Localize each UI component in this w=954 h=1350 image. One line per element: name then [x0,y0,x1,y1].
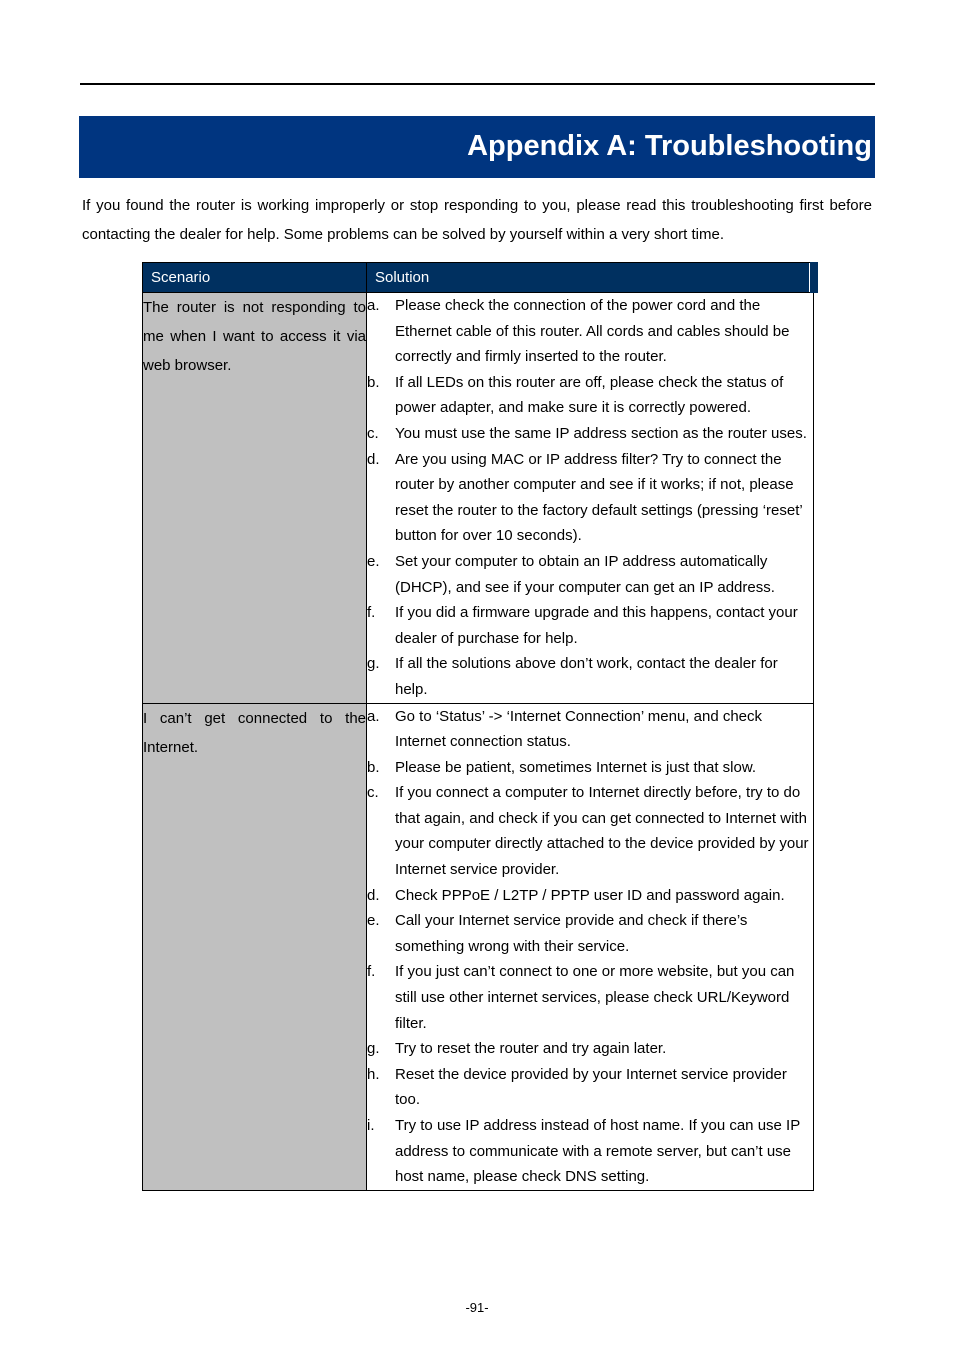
list-item-text: Set your computer to obtain an IP address automatically (DHCP), and see if your computer can get an IP address. [395,552,775,596]
list-marker: g. [367,655,380,673]
list-item-text: Are you using MAC or IP address filter? Try to connect the router by another computer and see if it works; if not, please reset the router to the factory default settings (pressing ‘reset’ button for over 10 seconds). [395,450,803,545]
list-item [367,883,813,909]
list-marker: a. [367,297,380,314]
list-marker: b. [367,758,380,776]
page-number: -91- [465,1300,489,1315]
list-marker: f. [367,963,376,981]
list-marker: d. [367,450,380,468]
list-item [367,959,813,1036]
list-item [367,651,813,702]
table-row [143,703,814,1190]
list-item-text: Reset the device provided by your Internet service provider too. [395,1065,787,1109]
header-solution: Solution [367,263,814,293]
list-item-text: Please be patient, sometimes Internet is just that slow. [395,758,757,776]
list-item-text: Please check the connection of the power cord and the Ethernet cable of this router. All cords and cables should be correctly and firmly inserted to the router. [395,297,790,366]
list-marker: f. [367,604,376,622]
list-marker: c. [367,784,379,802]
header-scenario: Scenario [143,263,367,293]
list-item-text: If you connect a computer to Internet directly before, try to do that again, and check if you can get connected to Internet with your computer directly attached to the device provided by your Internet service provider. [395,784,809,879]
solution-list [367,704,813,1190]
list-marker: a. [367,707,380,725]
table-header-row [143,263,814,293]
list-marker: d. [367,886,380,904]
list-marker: b. [367,373,380,391]
list-item [367,1113,813,1190]
list-item [367,1036,813,1062]
page-title: Appendix A: Troubleshooting [467,130,872,162]
list-item [367,549,813,600]
list-item [367,600,813,651]
solution-list [367,293,813,703]
list-marker: e. [367,552,380,570]
list-item [367,780,813,882]
list-marker: i. [367,1117,375,1134]
list-item [367,908,813,959]
scenario-cell: The router is not responding to me when I want to access it via web browser. [143,293,367,704]
list-item-text: Try to use IP address instead of host name. If you can use IP address to communicate with a remote server, but can’t use host name, please check DNS setting. [395,1117,800,1186]
list-item [367,704,813,755]
list-item [367,421,813,447]
list-item-text: If all the solutions above don’t work, contact the dealer for help. [395,655,778,698]
list-item [367,1062,813,1113]
list-item-text: If you just can’t connect to one or more website, but you can still use other internet services, please check URL/Keyword filter. [395,963,795,1032]
list-item-text: Check PPPoE / L2TP / PPTP user ID and password again. [395,886,785,904]
list-item-text: Call your Internet service provide and check if there’s something wrong with their service. [395,912,748,955]
list-item-text: Go to ‘Status’ -> ‘Internet Connection’ menu, and check Internet connection status. [395,707,763,751]
troubleshooting-table [142,262,818,1191]
title-banner [79,116,875,178]
list-item [367,755,813,781]
intro-paragraph: If you found the router is working improperly or stop responding to you, please read this troubleshooting first before contacting the dealer for help. Some problems can be solved by yourself within a very short time. [82,197,872,243]
list-item-text: Try to reset the router and try again later. [395,1040,667,1058]
list-item-text: If you did a firmware upgrade and this happens, contact your dealer of purchase for help. [395,604,798,647]
list-marker: e. [367,912,380,930]
list-item [367,293,813,370]
list-item [367,447,813,549]
solution-cell [367,293,814,704]
list-marker: g. [367,1040,380,1058]
header-rule [80,83,875,85]
list-item [367,370,813,421]
list-marker: h. [367,1065,380,1083]
list-marker: c. [367,424,379,442]
list-item-text: If all LEDs on this router are off, please check the status of power adapter, and make sure it is correctly powered. [395,373,784,417]
table-row [143,293,814,704]
scenario-cell: I can’t get connected to the Internet. [143,703,367,1190]
list-item-text: You must use the same IP address section as the router uses. [395,424,807,442]
solution-cell [367,703,814,1190]
